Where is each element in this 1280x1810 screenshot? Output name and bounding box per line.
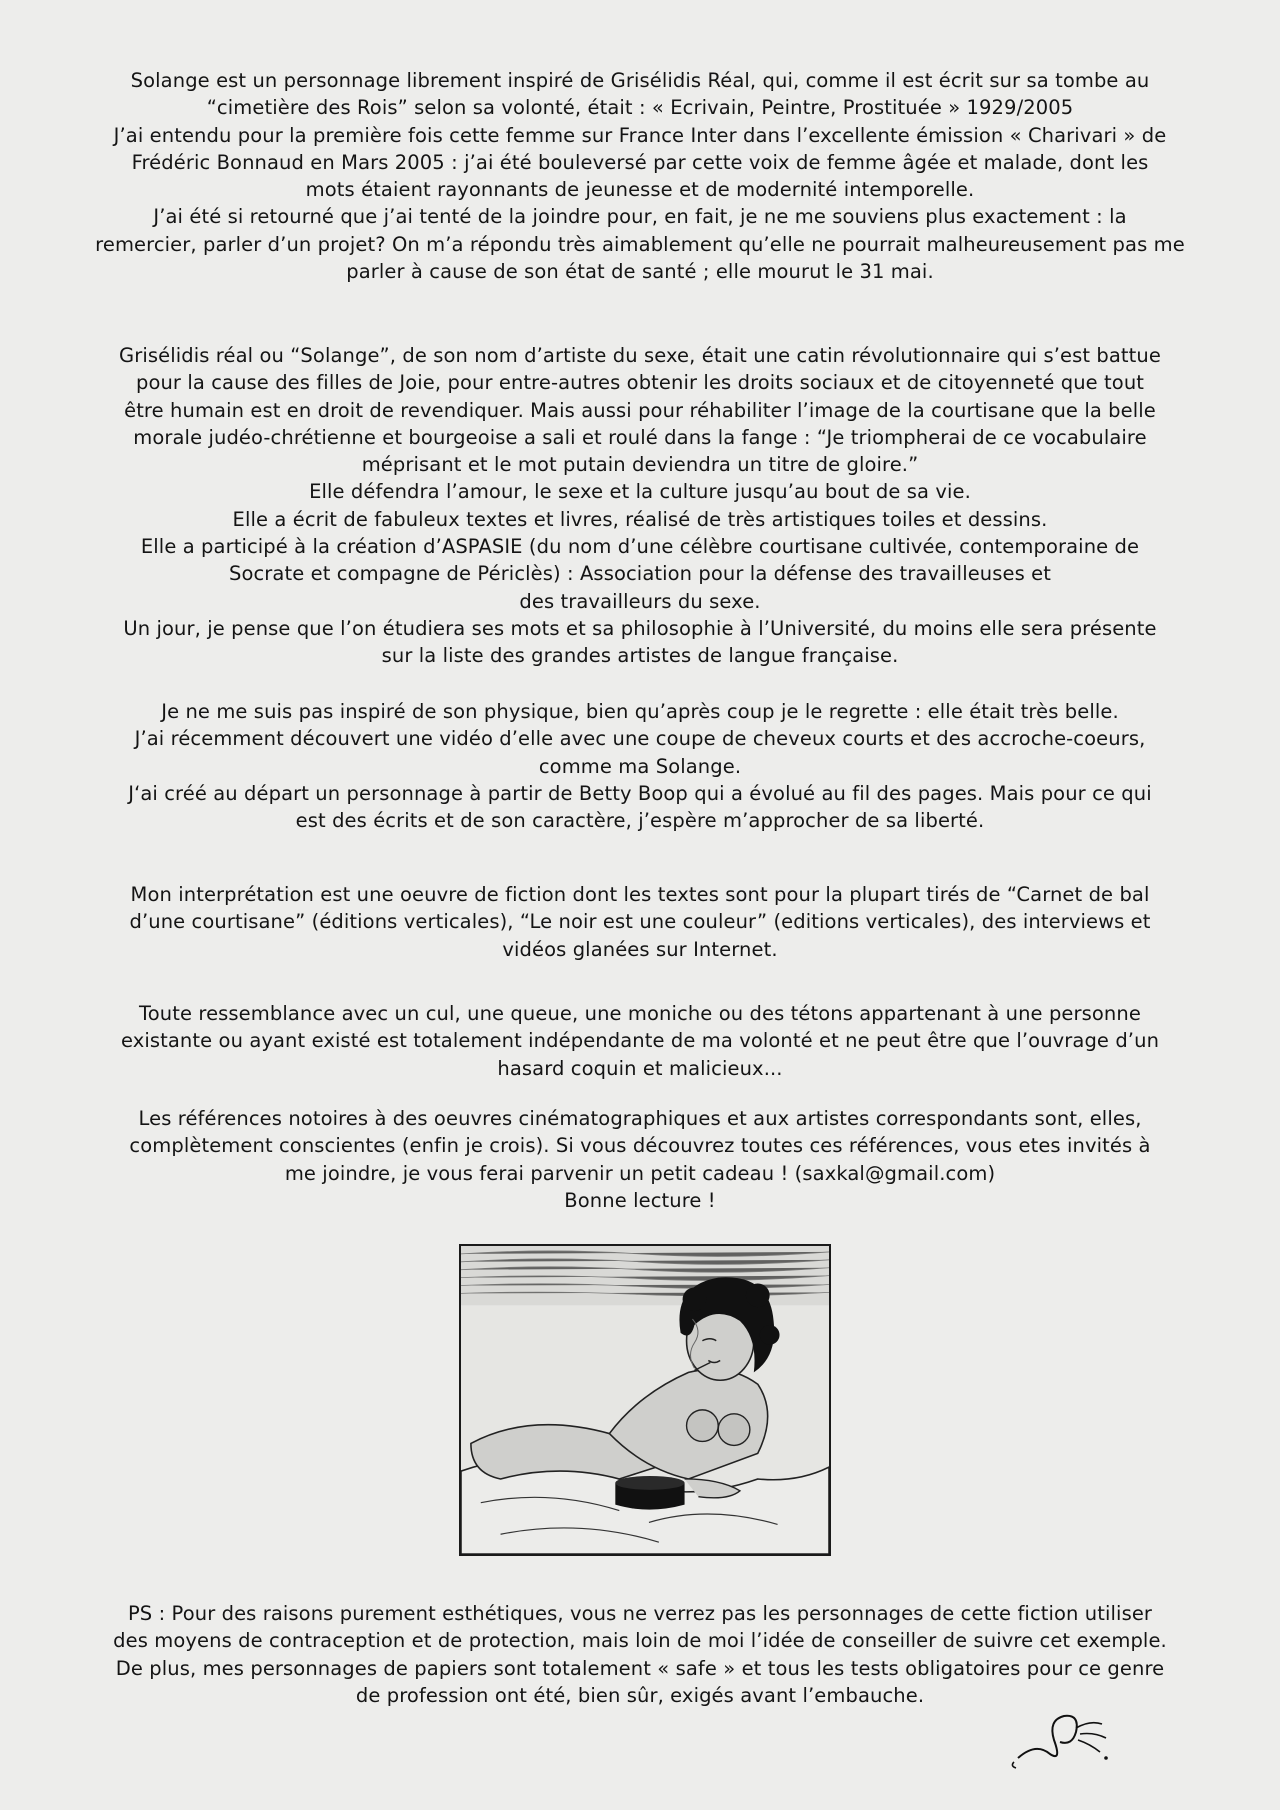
author-signature (1006, 1702, 1116, 1772)
text-line: existante ou ayant existé est totalement indépendante de ma volonté et ne peut être que l’ouvrage d’un (120, 1029, 1160, 1053)
text-line: des moyens de contraception et de protection, mais loin de moi l’idée de conseiller de suivre cet exemple. (113, 1629, 1167, 1653)
text-line: “cimetière des Rois” selon sa volonté, était : « Ecrivain, Peintre, Prostituée » 1929/2005 (206, 96, 1074, 120)
text-line: de profession ont été, bien sûr, exigés avant l’embauche. (355, 1683, 925, 1707)
signature-drawing (1006, 1702, 1116, 1772)
biography-paragraph (78, 342, 1202, 670)
text-line: Je ne me suis pas inspiré de son physique, bien qu’après coup je le regrette : elle était très belle. (161, 700, 1119, 723)
references-paragraph (78, 1105, 1202, 1214)
text-line: Socrate et compagne de Périclès) : Association pour la défense des travailleuses et (228, 562, 1052, 586)
text-line: Solange est un personnage librement inspiré de Grisélidis Réal, qui, comme il est écrit sur sa tombe au (130, 69, 1150, 92)
text-line: vidéos glanées sur Internet. (502, 937, 778, 961)
reclining-figure-drawing (461, 1246, 829, 1554)
text-line: pour la cause des filles de Joie, pour entre-autres obtenir les droits sociaux et de citoyenneté que tout (135, 371, 1145, 395)
text-line: mots étaient rayonnants de jeunesse et de modernité intemporelle. (305, 178, 975, 202)
text-line: comme ma Solange. (538, 754, 742, 778)
text-line: Les références notoires à des oeuvres cinématographiques et aux artistes correspondants sont, elles, (138, 1107, 1142, 1130)
text-line: sur la liste des grandes artistes de langue française. (381, 644, 899, 668)
text-line: des travailleurs du sexe. (519, 589, 761, 613)
text-line: être humain est en droit de revendiquer. Mais aussi pour réhabiliter l’image de la courtisane que la belle (124, 398, 1156, 422)
text-line: PS : Pour des raisons purement esthétiques, vous ne verrez pas les personnages de cette fiction utiliser (127, 1602, 1153, 1625)
text-line: complètement conscientes (enfin je crois). Si vous découvrez toutes ces références, vous etes invités à (129, 1134, 1151, 1158)
ps-paragraph (78, 1600, 1202, 1709)
text-line: est des écrits et de son caractère, j’espère m’approcher de sa liberté. (295, 809, 985, 833)
disclaimer-paragraph (78, 1000, 1202, 1082)
closing-line: Bonne lecture ! (564, 1188, 716, 1212)
text-line: Grisélidis réal ou “Solange”, de son nom d’artiste du sexe, était une catin révolutionnaire qui s’est battue (119, 344, 1161, 367)
text-line: J’ai été si retourné que j’ai tenté de la joindre pour, en fait, je ne me souviens plus exactement : la (153, 205, 1127, 229)
text-line: J‘ai créé au départ un personnage à partir de Betty Boop qui a évolué au fil des pages. Mais pour ce qui (128, 781, 1152, 805)
text-line: J’ai récemment découvert une vidéo d’elle avec une coupe de cheveux courts et des accroche-coeurs, (134, 727, 1146, 751)
text-line: Mon interprétation est une oeuvre de fiction dont les textes sont pour la plupart tirés de “Carnet de bal (130, 883, 1150, 906)
text-line: morale judéo-chrétienne et bourgeoise a sali et roulé dans la fange : “Je triompherai de ce vocabulaire (133, 425, 1147, 449)
text-line: De plus, mes personnages de papiers sont totalement « safe » et tous les tests obligatoires pour ce genre (115, 1656, 1165, 1680)
text-line: me joindre, je vous ferai parvenir un petit cadeau ! (saxkal@gmail.com) (284, 1161, 996, 1185)
text-line: parler à cause de son état de santé ; elle mourut le 31 mai. (346, 260, 934, 284)
text-line: Elle défendra l’amour, le sexe et la culture jusqu’au bout de sa vie. (309, 480, 971, 504)
text-line: méprisant et le mot putain deviendra un titre de gloire.” (361, 453, 919, 477)
text-line: Elle a écrit de fabuleux textes et livres, réalisé de très artistiques toiles et dessins. (232, 507, 1048, 531)
sources-paragraph (78, 881, 1202, 963)
text-line: remercier, parler d’un projet? On m’a répondu très aimablement qu’elle ne pourrait malheureusement pas me (95, 232, 1185, 256)
inspiration-paragraph (78, 698, 1202, 834)
illustration-panel (459, 1244, 831, 1556)
text-line: hasard coquin et malicieux... (497, 1056, 783, 1080)
text-line: d’une courtisane” (éditions verticales), “Le noir est une couleur” (editions verticales), des interviews et (129, 910, 1151, 934)
text-line: Elle a participé à la création d’ASPASIE (du nom d’une célèbre courtisane cultivée, contemporaine de (140, 535, 1140, 559)
intro-paragraph (78, 67, 1202, 285)
text-line: Frédéric Bonnaud en Mars 2005 : j’ai été bouleversé par cette voix de femme âgée et malade, dont les (131, 150, 1149, 174)
text-line: Un jour, je pense que l’on étudiera ses mots et sa philosophie à l’Université, du moins elle sera présente (123, 616, 1157, 640)
text-line: J’ai entendu pour la première fois cette femme sur France Inter dans l’excellente émission « Charivari » de (113, 123, 1167, 147)
text-line: Toute ressemblance avec un cul, une queue, une moniche ou des tétons appartenant à une personne (139, 1002, 1141, 1025)
